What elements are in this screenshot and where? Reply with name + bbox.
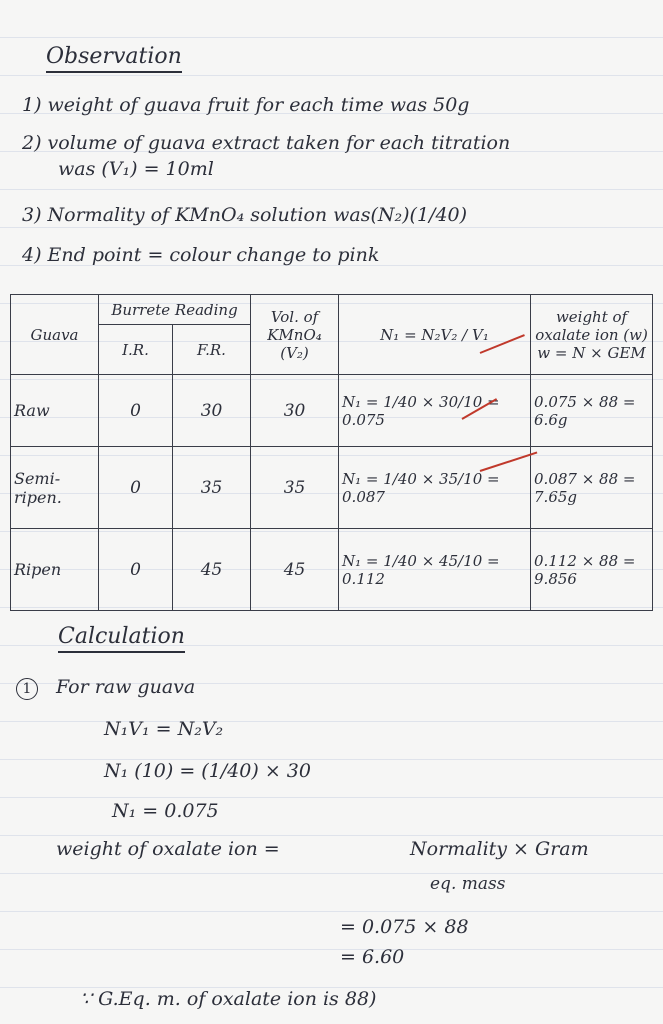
table-row (11, 447, 653, 529)
col-header-normality: N₁ = N₂V₂ / V₁ (339, 295, 531, 375)
table-row (11, 529, 653, 611)
col-header-ir: I.R. (99, 325, 173, 375)
row-semi-fr: 35 (173, 447, 251, 529)
calc-line-9: ∵ G.Eq. m. of oxalate ion is 88) (80, 988, 377, 1010)
col-header-fr: F.R. (173, 325, 251, 375)
row-ripen-label: Ripen (11, 529, 99, 611)
item-number-badge: 1 (16, 678, 38, 700)
row-semi-weight: 0.087 × 88 = 7.65g (531, 447, 653, 529)
row-raw-weight: 0.075 × 88 = 6.6g (531, 375, 653, 447)
row-raw-fr: 30 (173, 375, 251, 447)
col-header-guava: Guava (11, 295, 99, 375)
table-row (11, 375, 653, 447)
row-raw-vol: 30 (251, 375, 339, 447)
row-raw-label: Raw (11, 375, 99, 447)
row-raw-ir: 0 (99, 375, 173, 447)
calc-line-6: eq. mass (430, 874, 506, 894)
calc-line-8: = 6.60 (340, 946, 405, 968)
row-semi-ir: 0 (99, 447, 173, 529)
row-ripen-normality: N₁ = 1/40 × 45/10 = 0.112 (339, 529, 531, 611)
calc-line-2: N₁ (10) = (1/40) × 30 (104, 760, 311, 782)
row-ripen-fr: 45 (173, 529, 251, 611)
col-header-burette: Burrete Reading (99, 295, 251, 325)
row-raw-normality: N₁ = 1/40 × 30/10 = 0.075 (339, 375, 531, 447)
calc-line-4: weight of oxalate ion = (56, 838, 280, 860)
observation-heading: Observation (46, 44, 182, 73)
col-header-weight: weight of oxalate ion (w) w = N × GEM (531, 295, 653, 375)
row-ripen-weight: 0.112 × 88 = 9.856 (531, 529, 653, 611)
observation-point-4: 4) End point = colour change to pink (22, 244, 380, 266)
observation-point-2: 2) volume of guava extract taken for each titration (22, 132, 511, 154)
observation-point-3: 3) Normality of KMnO₄ solution was(N₂)(1/40) (22, 204, 468, 226)
calc-line-3: N₁ = 0.075 (112, 800, 219, 822)
observation-point-2-continued: was (V₁) = 10ml (58, 158, 214, 180)
calc-line-7: = 0.075 × 88 (340, 916, 469, 938)
row-semi-vol: 35 (251, 447, 339, 529)
calc-line-1: N₁V₁ = N₂V₂ (104, 718, 224, 740)
calculation-item-label: For raw guava (56, 676, 196, 698)
row-semi-normality: N₁ = 1/40 × 35/10 = 0.087 (339, 447, 531, 529)
calc-line-5: Normality × Gram (410, 838, 589, 860)
calculation-item-raw (16, 676, 195, 700)
row-semi-label: Semi-ripen. (11, 447, 99, 529)
row-ripen-ir: 0 (99, 529, 173, 611)
col-header-volume: Vol. of KMnO₄ (V₂) (251, 295, 339, 375)
observation-point-1: 1) weight of guava fruit for each time was 50g (22, 94, 470, 116)
observation-table (10, 294, 653, 611)
row-ripen-vol: 45 (251, 529, 339, 611)
calculation-heading: Calculation (58, 624, 185, 653)
